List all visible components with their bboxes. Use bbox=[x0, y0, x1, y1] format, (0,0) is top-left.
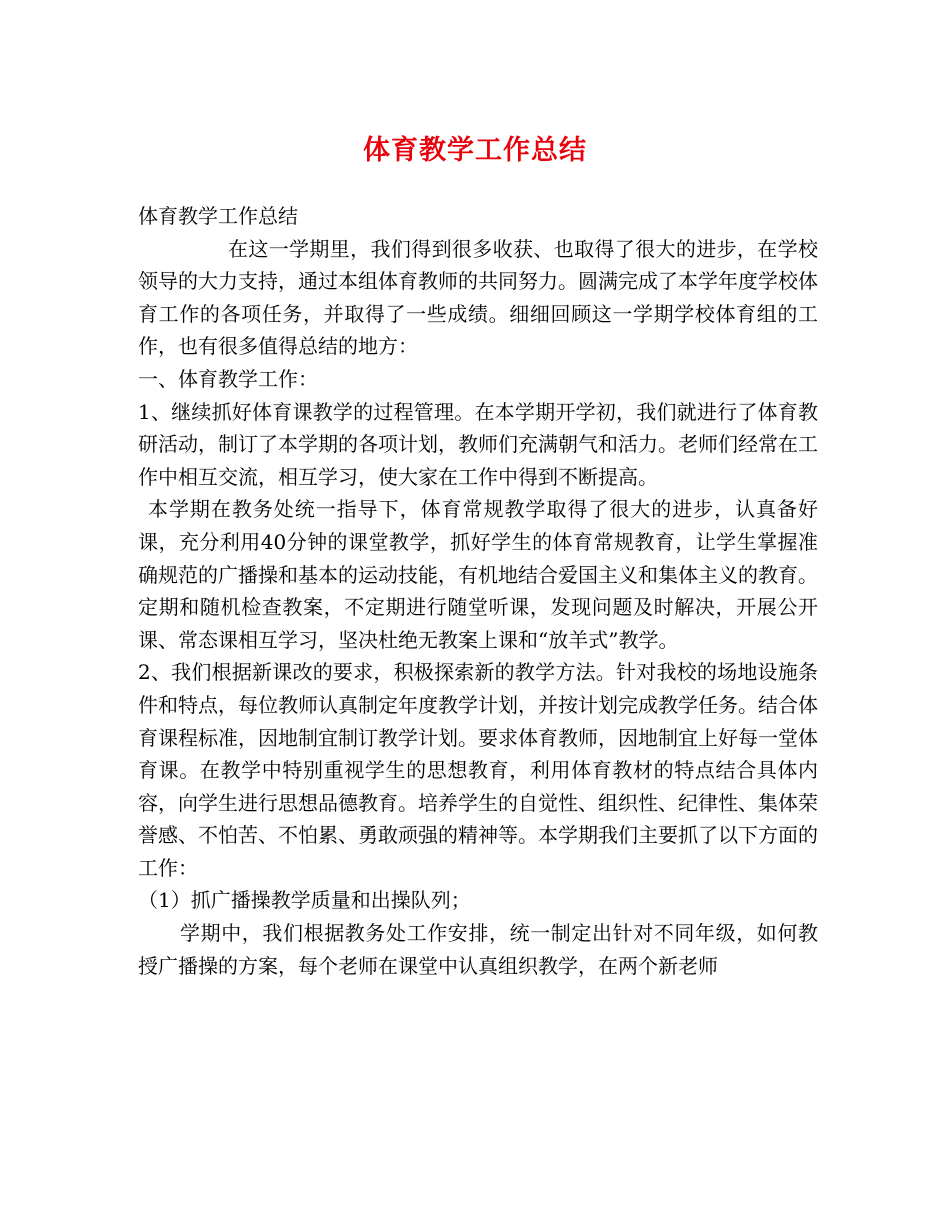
item-2-paragraph: 2、我们根据新课改的要求，积极探索新的教学方法。针对我校的场地设施条件和特点，每位教师认真制定年度教学计划，并按计划完成教学任务。结合体育课程标准，因地制宜制订教学计划。要求体育教师，因地制宜上好每一堂体育课。在教学中特别重视学生的思想教育，利用体育教材的特点结合具体内容，向学生进行思想品德教育。培养学生的自觉性、组织性、纪律性、集体荣誉感、不怕苦、不怕累、勇敢顽强的精神等。本学期我们主要抓了以下方面的工作： bbox=[138, 660, 818, 880]
section-heading-1: 一、体育教学工作： bbox=[138, 366, 318, 391]
subtitle: 体育教学工作总结 bbox=[138, 204, 298, 228]
document-title: 体育教学工作总结 bbox=[363, 135, 587, 166]
document-body bbox=[138, 200, 818, 982]
sub-1-paragraph: 学期中，我们根据教务处工作安排，统一制定出针对不同年级，如何教授广播操的方案，每个老师在课堂中认真组织教学，在两个新老师 bbox=[138, 921, 818, 978]
item-1-continued-paragraph: 本学期在教务处统一指导下，体育常规教学取得了很大的进步，认真备好课，充分利用40分钟的课堂教学，抓好学生的体育常规教育，让学生掌握准确规范的广播操和基本的运动技能，有机地结合爱国主义和集体主义的教育。定期和随机检查教案，不定期进行随堂听课，发现问题及时解决，开展公开课、常态课相互学习，坚决杜绝无教案上课和“放羊式”教学。 bbox=[138, 497, 818, 652]
sub-heading-1: （1）抓广播操教学质量和出操队列； bbox=[138, 888, 471, 913]
item-1-paragraph: 1、继续抓好体育课教学的过程管理。在本学期开学初，我们就进行了体育教研活动，制订了本学期的各项计划，教师们充满朝气和活力。老师们经常在工作中相互交流，相互学习，使大家在工作中得到不断提高。 bbox=[138, 399, 818, 489]
intro-paragraph: 在这一学期里，我们得到很多收获、也取得了很大的进步，在学校领导的大力支持，通过本组体育教师的共同努力。圆满完成了本学年度学校体育工作的各项任务，并取得了一些成绩。细细回顾这一学期学校体育组的工作，也有很多值得总结的地方： bbox=[138, 236, 818, 359]
